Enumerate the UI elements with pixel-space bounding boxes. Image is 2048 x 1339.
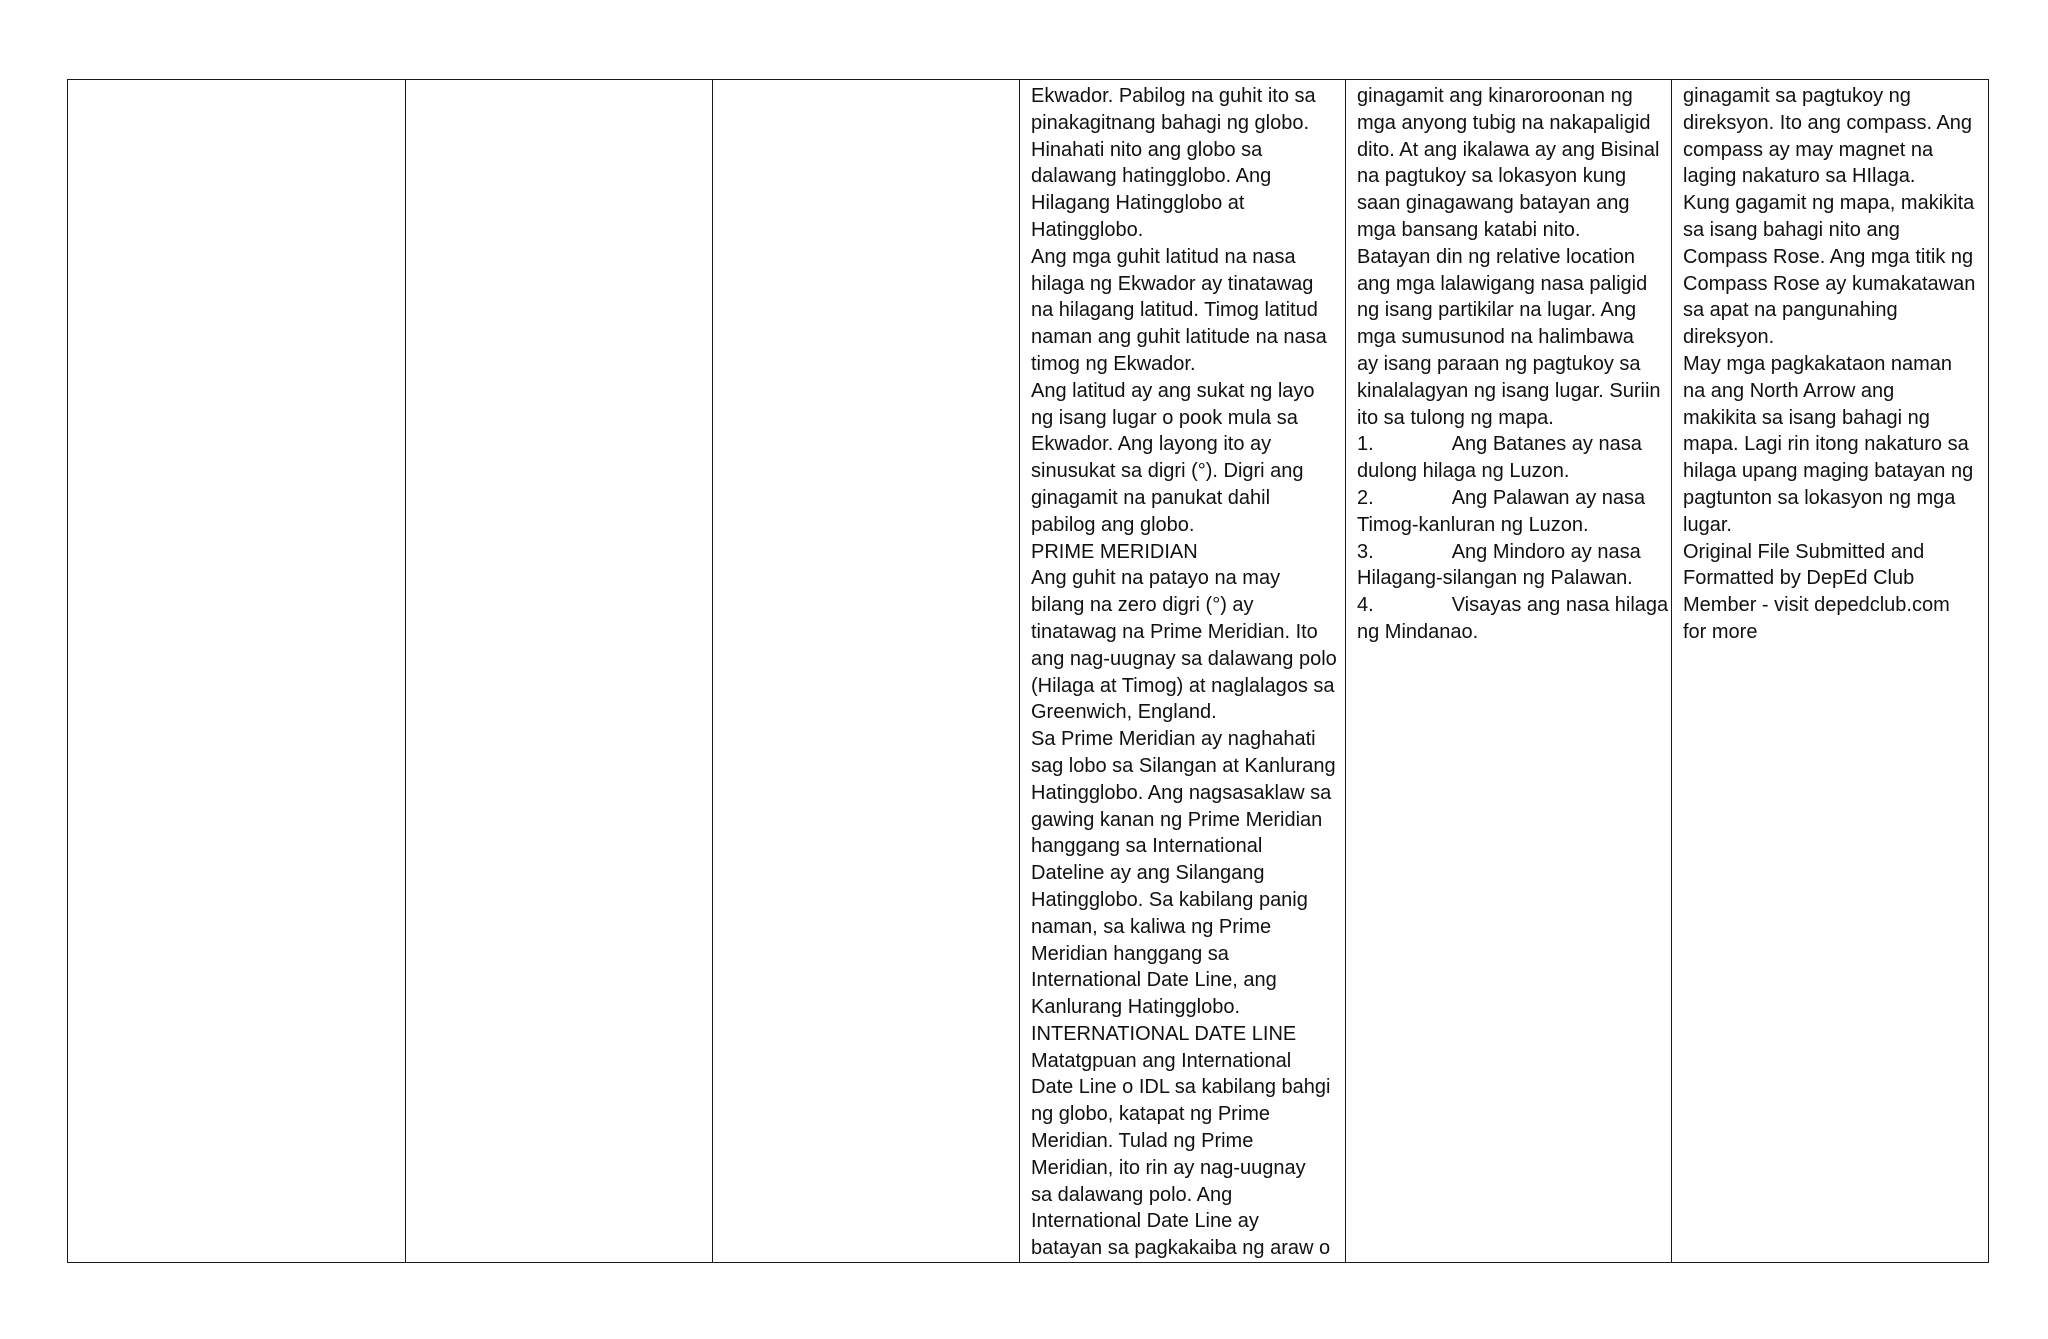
table-cell-5 — [1346, 80, 1672, 1263]
text-line: Member - visit depedclub.com — [1683, 594, 1950, 617]
cell-text-latitude-meridian — [1020, 80, 1345, 1262]
numbered-item — [1357, 485, 1661, 512]
text-line: ng isang lugar o pook mula sa — [1031, 406, 1298, 429]
text-line: ginagamit ang kinaroroonan ng — [1357, 85, 1633, 107]
text-line: Greenwich, England. — [1031, 701, 1217, 724]
text-line: Hatingglobo. Ang nagsasaklaw sa — [1031, 781, 1332, 804]
text-line: naman ang guhit latitude na nasa — [1031, 326, 1327, 349]
text-line: Meridian. Tulad ng Prime — [1031, 1130, 1254, 1153]
text-line: Ekwador. Ang layong ito ay — [1031, 433, 1272, 456]
text-line: ng Mindanao. — [1357, 620, 1479, 643]
text-line: International Date Line, ang — [1031, 969, 1277, 992]
numbered-item — [1357, 539, 1661, 566]
text-line: pabilog ang globo. — [1031, 513, 1195, 536]
text-line: tinatawag na Prime Meridian. Ito — [1031, 620, 1318, 643]
text-line: ginagamit na panukat dahil — [1031, 486, 1271, 509]
item-text: Visayas ang nasa hilaga — [1451, 594, 1669, 617]
text-line: sa dalawang polo. Ang — [1031, 1183, 1233, 1206]
item-text: Ang Mindoro ay nasa — [1451, 540, 1641, 563]
text-line: sa isang bahagi nito ang — [1683, 218, 1900, 241]
text-line: na pagtukoy sa lokasyon kung — [1357, 165, 1627, 188]
lesson-table — [67, 79, 1989, 1263]
text-line: ang mga lalawigang nasa paligid — [1357, 272, 1648, 295]
cell-text-relative-location — [1346, 80, 1671, 646]
text-line: Kung gagamit ng mapa, makikita — [1683, 192, 1975, 215]
text-line: Meridian, ito rin ay nag-uugnay — [1031, 1156, 1306, 1179]
text-line: Batayan din ng relative location — [1357, 245, 1635, 268]
text-line: hanggang sa International — [1031, 835, 1263, 858]
text-line: gawing kanan ng Prime Meridian — [1031, 808, 1323, 831]
text-line: sag lobo sa Silangan at Kanlurang — [1031, 754, 1336, 777]
item-number: 3. — [1357, 540, 1374, 563]
text-line: Ang mga guhit latitud na nasa — [1031, 245, 1296, 268]
item-text: Ang Batanes ay nasa — [1451, 433, 1642, 456]
text-line: Kanlurang Hatingglobo. — [1031, 996, 1241, 1019]
text-line: bilang na zero digri (°) ay — [1031, 594, 1254, 617]
text-line: Compass Rose. Ang mga titik ng — [1683, 245, 1974, 268]
text-line: (Hilaga at Timog) at naglalagos sa — [1031, 674, 1335, 697]
text-line: mga bansang katabi nito. — [1357, 218, 1581, 241]
text-line: Hilagang Hatingglobo at — [1031, 192, 1245, 215]
table-cell-6 — [1672, 80, 1989, 1263]
item-text: Ang Palawan ay nasa — [1451, 486, 1646, 509]
text-line: International Date Line ay — [1031, 1210, 1259, 1233]
text-line: direksyon. Ito ang compass. Ang — [1683, 111, 1973, 134]
text-line: dulong hilaga ng Luzon. — [1357, 460, 1570, 483]
text-line: direksyon. — [1683, 326, 1775, 349]
text-line: Hatingglobo. — [1031, 218, 1144, 241]
table-cell-4 — [1020, 80, 1346, 1263]
text-line: ay isang paraan ng pagtukoy sa — [1357, 352, 1641, 375]
text-line: PRIME MERIDIAN — [1031, 540, 1198, 563]
table-cell-2 — [406, 80, 713, 1263]
text-line: Ekwador. Pabilog na guhit ito sa — [1031, 85, 1316, 107]
text-line: Ang latitud ay ang sukat ng layo — [1031, 379, 1315, 402]
text-line: na ang North Arrow ang — [1683, 379, 1895, 402]
text-line: kinalalagyan ng isang lugar. Suriin — [1357, 379, 1661, 402]
text-line: timog ng Ekwador. — [1031, 352, 1196, 375]
text-line: ito sa tulong ng mapa. — [1357, 406, 1554, 429]
text-line: Matatgpuan ang International — [1031, 1049, 1292, 1072]
text-line: lugar. — [1683, 513, 1732, 536]
text-line: for more — [1683, 620, 1758, 643]
numbered-item — [1357, 592, 1669, 619]
text-line: saan ginagawang batayan ang — [1357, 192, 1630, 215]
text-line: Sa Prime Meridian ay naghahati — [1031, 728, 1316, 751]
text-line: ng isang partikilar na lugar. Ang — [1357, 299, 1637, 322]
text-line: na hilagang latitud. Timog latitud — [1031, 299, 1318, 322]
text-line: mga anyong tubig na nakapaligid — [1357, 111, 1651, 134]
text-line: mapa. Lagi rin itong nakaturo sa — [1683, 433, 1969, 456]
item-number: 4. — [1357, 594, 1374, 617]
text-line: pagtunton sa lokasyon ng mga — [1683, 486, 1956, 509]
text-line: dalawang hatingglobo. Ang — [1031, 165, 1272, 188]
text-line: Hinahati nito ang globo sa — [1031, 138, 1263, 161]
text-line: compass ay may magnet na — [1683, 138, 1934, 161]
text-line: dito. At ang ikalawa ay ang Bisinal — [1357, 138, 1660, 161]
text-line: sa apat na pangunahing — [1683, 299, 1898, 322]
table-cell-1 — [68, 80, 406, 1263]
text-line: May mga pagkakataon naman — [1683, 352, 1953, 375]
text-line: Date Line o IDL sa kabilang bahgi — [1031, 1076, 1331, 1099]
text-line: Meridian hanggang sa — [1031, 942, 1229, 965]
text-line: mga sumusunod na halimbawa — [1357, 326, 1634, 349]
table-cell-3 — [713, 80, 1020, 1263]
text-line: hilaga upang maging batayan ng — [1683, 460, 1974, 483]
text-line: Compass Rose ay kumakatawan — [1683, 272, 1976, 295]
table-row — [68, 80, 1989, 1263]
text-line: ang nag-uugnay sa dalawang polo — [1031, 647, 1337, 670]
text-line: hilaga ng Ekwador ay tinatawag — [1031, 272, 1314, 295]
text-line: Ang guhit na patayo na may — [1031, 567, 1281, 590]
text-line: ginagamit sa pagtukoy ng — [1683, 85, 1911, 107]
numbered-item — [1357, 431, 1661, 458]
text-line: sinusukat sa digri (°). Digri ang — [1031, 460, 1304, 483]
text-line: Hatingglobo. Sa kabilang panig — [1031, 888, 1308, 911]
text-line: naman, sa kaliwa ng Prime — [1031, 915, 1272, 938]
item-number: 1. — [1357, 433, 1374, 456]
text-line: makikita sa isang bahagi ng — [1683, 406, 1930, 429]
text-line: Timog-kanluran ng Luzon. — [1357, 513, 1589, 536]
cell-text-direction — [1672, 80, 1988, 646]
text-line: Original File Submitted and — [1683, 540, 1925, 563]
text-line: laging nakaturo sa HIlaga. — [1683, 165, 1916, 188]
text-line: Dateline ay ang Silangang — [1031, 862, 1265, 885]
text-line: pinakagitnang bahagi ng globo. — [1031, 111, 1310, 134]
item-number: 2. — [1357, 486, 1374, 509]
text-line: ng globo, katapat ng Prime — [1031, 1103, 1271, 1126]
text-line: Hilagang-silangan ng Palawan. — [1357, 567, 1633, 590]
text-line: batayan sa pagkakaiba ng araw o — [1031, 1237, 1331, 1260]
text-line: INTERNATIONAL DATE LINE — [1031, 1022, 1297, 1045]
text-line: Formatted by DepEd Club — [1683, 567, 1915, 590]
